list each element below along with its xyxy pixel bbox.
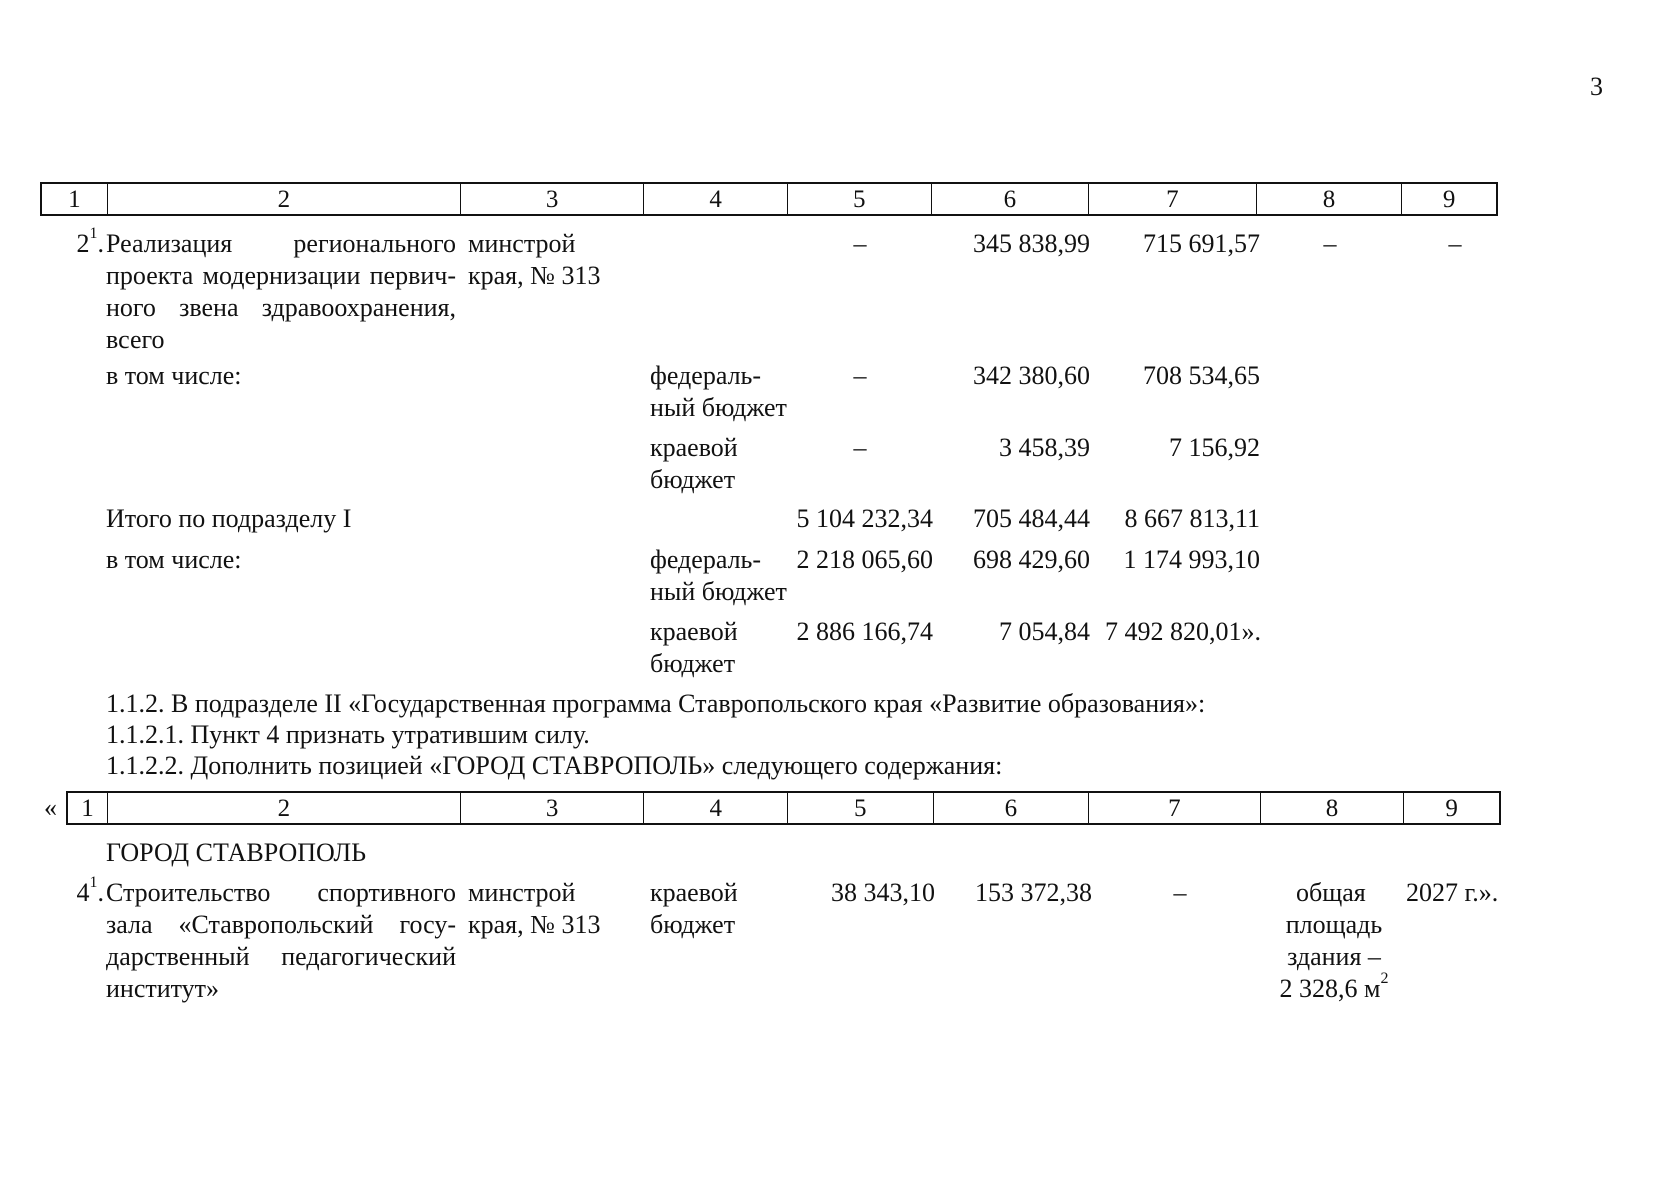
paragraph: 1.1.2.1. Пункт 4 признать утратившим силу. (106, 720, 590, 749)
col6-value: 342 380,60 (973, 361, 1090, 390)
col-num: 2 (108, 184, 461, 214)
page-number: 3 (1590, 72, 1603, 101)
col7-value: 8 667 813,11 (1124, 504, 1260, 533)
city-heading: ГОРОД СТАВРОПОЛЬ (106, 838, 367, 867)
budget-source: краевой бюджет (650, 433, 738, 494)
row-number: $2^1$. (76, 225, 104, 258)
col5-value: 38 343,10 (831, 878, 935, 907)
col-num: 4 (644, 184, 788, 214)
col-num: 8 (1257, 184, 1403, 214)
table1-column-numbers (40, 182, 1498, 216)
col9-value: – (1448, 229, 1462, 258)
col-num: 7 (1089, 793, 1261, 823)
col8-value: – (1323, 229, 1337, 258)
executor: минстрой края, № 313 (468, 229, 601, 290)
budget-source: краевой бюджет (650, 878, 738, 939)
row-name: Реализация регионального проекта модернизации первич- ного звена здравоохранения, всего (106, 229, 456, 354)
subtotal-label: в том числе: (106, 545, 242, 574)
col7-value: 7 156,92 (1169, 433, 1260, 462)
col7-value: 708 534,65 (1143, 361, 1260, 390)
col7-value: 7 492 820,01». (1105, 617, 1261, 646)
col-num: 7 (1089, 184, 1257, 214)
col6-value: 3 458,39 (999, 433, 1090, 462)
col-num: 3 (461, 793, 644, 823)
col5-value: 5 104 232,34 (796, 504, 933, 533)
col-num: 1 (42, 184, 108, 214)
executor: минстрой края, № 313 (468, 878, 601, 939)
col5-value: – (853, 433, 867, 462)
col5-value: 2 218 065,60 (796, 545, 933, 574)
budget-source: федераль- ный бюджет (650, 545, 787, 606)
total-label: Итого по подразделу I (106, 504, 352, 533)
col-num: 6 (934, 793, 1090, 823)
col-num: 9 (1442, 186, 1456, 213)
col5-value: – (853, 361, 867, 390)
col7-value: 715 691,57 (1143, 229, 1260, 258)
budget-source: краевой бюджет (650, 617, 738, 678)
col-num: 9 (1445, 795, 1458, 822)
col-num: 2 (108, 793, 461, 823)
col6-value: 345 838,99 (973, 229, 1090, 258)
col-num: 4 (644, 793, 788, 823)
col7-value: 1 174 993,10 (1123, 545, 1260, 574)
paragraph: 1.1.2.2. Дополнить позицией «ГОРОД СТАВРОПОЛЬ» следующего содержания: (106, 751, 1003, 780)
row-name: Строительство спортивного зала «Ставропольский госу- дарственный педагогический институт» (106, 878, 456, 1003)
col6-value: 698 429,60 (973, 545, 1090, 574)
col5-value: 2 886 166,74 (796, 617, 933, 646)
col6-value: 153 372,38 (975, 878, 1092, 907)
col6-value: 705 484,44 (973, 504, 1090, 533)
col7-value: – (1173, 878, 1187, 907)
col-num: 5 (788, 793, 934, 823)
paragraph: 1.1.2. В подразделе II «Государственная программа Ставропольского края «Развитие образования»: (106, 689, 1206, 718)
col6-value: 7 054,84 (999, 617, 1090, 646)
col5-value: – (853, 229, 867, 258)
row-number: $4^1$. (76, 874, 104, 907)
col8-value: общая площадь здания – 2 328,6 $м^2$ (1279, 878, 1389, 1003)
col-num: 6 (932, 184, 1090, 214)
col-num: 5 (788, 184, 932, 214)
col-num: 1 (68, 793, 108, 823)
col-num: 3 (461, 184, 645, 214)
col9-value: 2027 г.». (1406, 878, 1499, 907)
subtotal-label: в том числе: (106, 361, 242, 390)
budget-source: федераль- ный бюджет (650, 361, 787, 422)
col-num: 8 (1261, 793, 1405, 823)
open-quote: « (44, 793, 57, 822)
table2-column-numbers (66, 791, 1501, 825)
